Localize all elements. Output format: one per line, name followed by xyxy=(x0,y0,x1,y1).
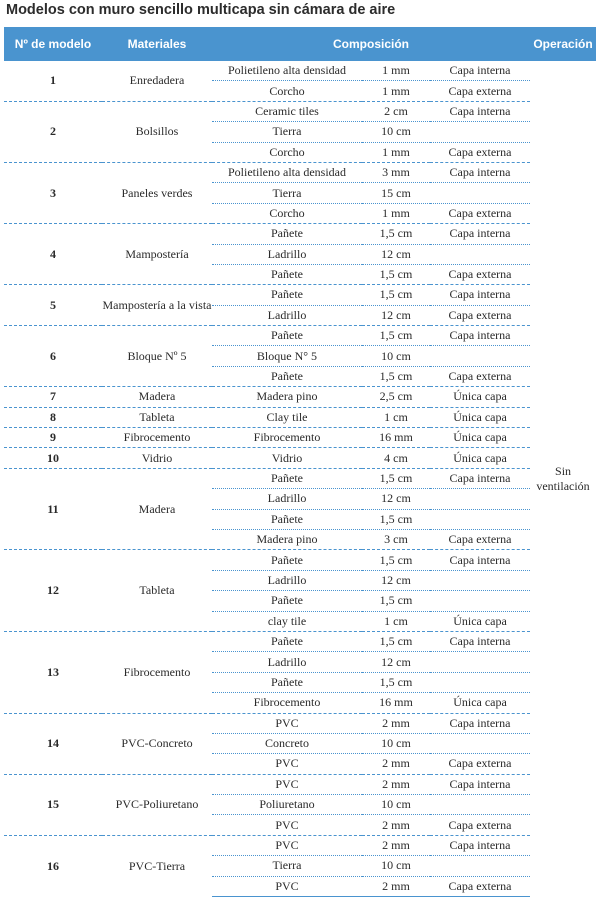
model-material: Madera xyxy=(102,387,212,407)
model-material: PVC-Concreto xyxy=(102,713,212,774)
layer-thickness: 16 mm xyxy=(362,428,430,448)
layer-material: Ladrillo xyxy=(212,305,362,325)
layer-thickness: 1,5 cm xyxy=(362,285,430,305)
table-row xyxy=(4,326,596,346)
layer-position xyxy=(430,183,530,203)
header-composition: Composición xyxy=(212,27,530,61)
layer-thickness: 1,5 cm xyxy=(362,468,430,488)
model-material: Enredadera xyxy=(102,61,212,102)
model-material: Bloque Nº 5 xyxy=(102,326,212,387)
layer-thickness: 2 mm xyxy=(362,754,430,774)
layer-position: Única capa xyxy=(430,387,530,407)
model-number: 4 xyxy=(4,224,102,285)
layer-material: Bloque N° 5 xyxy=(212,346,362,366)
layer-thickness: 2 mm xyxy=(362,876,430,896)
model-material: PVC-Poliuretano xyxy=(102,774,212,835)
model-number: 11 xyxy=(4,468,102,550)
layer-material: Clay tile xyxy=(212,407,362,427)
layer-thickness: 1 mm xyxy=(362,61,430,81)
layer-position: Única capa xyxy=(430,611,530,631)
layer-thickness: 1,5 cm xyxy=(362,550,430,570)
model-number: 1 xyxy=(4,61,102,102)
layer-thickness: 1,5 cm xyxy=(362,591,430,611)
layer-material: PVC xyxy=(212,754,362,774)
layer-material: Vidrio xyxy=(212,448,362,468)
layer-material: Pañete xyxy=(212,285,362,305)
layer-thickness: 12 cm xyxy=(362,489,430,509)
layer-position: Capa interna xyxy=(430,326,530,346)
model-material: Fibrocemento xyxy=(102,428,212,448)
layer-material: Poliuretano xyxy=(212,795,362,815)
model-material: Madera xyxy=(102,468,212,550)
model-material: Mampostería xyxy=(102,224,212,285)
layer-position: Capa externa xyxy=(430,366,530,386)
layer-position: Capa externa xyxy=(430,815,530,835)
layer-material: Tierra xyxy=(212,183,362,203)
layer-material: Corcho xyxy=(212,142,362,162)
layer-position: Única capa xyxy=(430,693,530,713)
model-number: 16 xyxy=(4,835,102,896)
layer-thickness: 2 mm xyxy=(362,774,430,794)
layer-position xyxy=(430,346,530,366)
table-row xyxy=(4,448,596,468)
layer-thickness: 4 cm xyxy=(362,448,430,468)
layer-position: Capa externa xyxy=(430,754,530,774)
layer-material: Pañete xyxy=(212,366,362,386)
layer-material: Fibrocemento xyxy=(212,428,362,448)
model-number: 13 xyxy=(4,631,102,713)
layer-position: Capa interna xyxy=(430,631,530,651)
layer-material: Concreto xyxy=(212,733,362,753)
layer-thickness: 10 cm xyxy=(362,346,430,366)
layer-material: PVC xyxy=(212,815,362,835)
layer-thickness: 2 mm xyxy=(362,815,430,835)
layer-thickness: 1,5 cm xyxy=(362,509,430,529)
layer-material: clay tile xyxy=(212,611,362,631)
table-row xyxy=(4,407,596,427)
model-number: 7 xyxy=(4,387,102,407)
layer-position xyxy=(430,856,530,876)
layer-thickness: 10 cm xyxy=(362,122,430,142)
layer-material: Ceramic tiles xyxy=(212,101,362,121)
layer-material: Tierra xyxy=(212,856,362,876)
layer-position: Capa interna xyxy=(430,550,530,570)
layer-position: Capa interna xyxy=(430,468,530,488)
layer-position xyxy=(430,795,530,815)
layer-position xyxy=(430,733,530,753)
layer-thickness: 1,5 cm xyxy=(362,326,430,346)
layer-position: Capa interna xyxy=(430,774,530,794)
layer-thickness: 1,5 cm xyxy=(362,631,430,651)
model-material: Tableta xyxy=(102,550,212,632)
table-header-row xyxy=(4,27,596,61)
layer-position: Capa interna xyxy=(430,61,530,81)
layer-material: PVC xyxy=(212,835,362,855)
model-number: 2 xyxy=(4,101,102,162)
layer-position: Capa interna xyxy=(430,835,530,855)
layer-thickness: 12 cm xyxy=(362,305,430,325)
layer-material: Ladrillo xyxy=(212,489,362,509)
layer-thickness: 10 cm xyxy=(362,733,430,753)
layer-position xyxy=(430,489,530,509)
layer-material: Pañete xyxy=(212,672,362,692)
layer-position xyxy=(430,672,530,692)
layer-position xyxy=(430,591,530,611)
layer-position: Capa externa xyxy=(430,203,530,223)
model-material: Vidrio xyxy=(102,448,212,468)
layer-material: PVC xyxy=(212,774,362,794)
layer-position: Capa interna xyxy=(430,713,530,733)
layer-thickness: 3 mm xyxy=(362,162,430,182)
layer-thickness: 16 mm xyxy=(362,693,430,713)
layer-material: Madera pino xyxy=(212,387,362,407)
layer-position: Capa interna xyxy=(430,285,530,305)
table-row xyxy=(4,285,596,305)
layer-thickness: 1 cm xyxy=(362,407,430,427)
layer-thickness: 2 cm xyxy=(362,101,430,121)
model-number: 14 xyxy=(4,713,102,774)
layer-material: Pañete xyxy=(212,326,362,346)
layer-thickness: 1 mm xyxy=(362,81,430,101)
table-row xyxy=(4,428,596,448)
layer-thickness: 12 cm xyxy=(362,652,430,672)
table-row xyxy=(4,550,596,570)
model-number: 5 xyxy=(4,285,102,326)
layer-material: Pañete xyxy=(212,591,362,611)
layer-material: Pañete xyxy=(212,224,362,244)
layer-thickness: 1 mm xyxy=(362,203,430,223)
model-material: PVC-Tierra xyxy=(102,835,212,896)
layer-thickness: 1,5 cm xyxy=(362,672,430,692)
table-row xyxy=(4,774,596,794)
layer-material: Ladrillo xyxy=(212,652,362,672)
layer-thickness: 12 cm xyxy=(362,570,430,590)
layer-material: Pañete xyxy=(212,264,362,284)
layer-position: Capa externa xyxy=(430,529,530,549)
table-row xyxy=(4,162,596,182)
model-number: 12 xyxy=(4,550,102,632)
layer-thickness: 10 cm xyxy=(362,795,430,815)
model-number: 6 xyxy=(4,326,102,387)
layer-material: PVC xyxy=(212,876,362,896)
layer-position: Capa externa xyxy=(430,876,530,896)
layer-material: PVC xyxy=(212,713,362,733)
model-material: Bolsillos xyxy=(102,101,212,162)
table-row xyxy=(4,835,596,855)
table-row xyxy=(4,468,596,488)
layer-position: Capa externa xyxy=(430,264,530,284)
model-material: Fibrocemento xyxy=(102,631,212,713)
layer-position xyxy=(430,509,530,529)
layer-position xyxy=(430,122,530,142)
table-row xyxy=(4,101,596,121)
layer-material: Pañete xyxy=(212,550,362,570)
model-material: Mampostería a la vista xyxy=(102,285,212,326)
table-row xyxy=(4,631,596,651)
table-row xyxy=(4,387,596,407)
layer-position: Capa externa xyxy=(430,305,530,325)
layer-material: Ladrillo xyxy=(212,244,362,264)
table-body xyxy=(4,61,596,897)
layer-material: Corcho xyxy=(212,203,362,223)
model-number: 3 xyxy=(4,162,102,223)
layer-thickness: 1,5 cm xyxy=(362,264,430,284)
header-operation: Operación xyxy=(530,27,596,61)
layer-material: Polietileno alta densidad xyxy=(212,61,362,81)
layer-position: Única capa xyxy=(430,428,530,448)
layer-material: Tierra xyxy=(212,122,362,142)
table-row xyxy=(4,713,596,733)
model-number: 9 xyxy=(4,428,102,448)
layer-material: Madera pino xyxy=(212,529,362,549)
layer-thickness: 1,5 cm xyxy=(362,366,430,386)
layer-material: Fibrocemento xyxy=(212,693,362,713)
layer-position: Capa externa xyxy=(430,142,530,162)
model-number: 15 xyxy=(4,774,102,835)
model-material: Tableta xyxy=(102,407,212,427)
layer-thickness: 1 mm xyxy=(362,142,430,162)
header-materials: Materiales xyxy=(102,27,212,61)
layer-thickness: 1,5 cm xyxy=(362,224,430,244)
layer-thickness: 15 cm xyxy=(362,183,430,203)
layer-thickness: 2 mm xyxy=(362,835,430,855)
layer-thickness: 2 mm xyxy=(362,713,430,733)
header-model-number: Nº de modelo xyxy=(4,27,102,61)
layer-material: Pañete xyxy=(212,631,362,651)
layer-position xyxy=(430,652,530,672)
layer-thickness: 1 cm xyxy=(362,611,430,631)
table-row xyxy=(4,224,596,244)
table-row xyxy=(4,61,596,81)
layer-position xyxy=(430,244,530,264)
layer-thickness: 12 cm xyxy=(362,244,430,264)
layer-material: Corcho xyxy=(212,81,362,101)
layer-material: Ladrillo xyxy=(212,570,362,590)
layer-position: Capa interna xyxy=(430,162,530,182)
layer-material: Pañete xyxy=(212,468,362,488)
page-title: Modelos con muro sencillo multicapa sin cámara de aire xyxy=(6,2,396,18)
layer-material: Polietileno alta densidad xyxy=(212,162,362,182)
layer-position: Capa interna xyxy=(430,101,530,121)
layer-position: Única capa xyxy=(430,448,530,468)
layer-material: Pañete xyxy=(212,509,362,529)
layer-position: Capa externa xyxy=(430,81,530,101)
operation-value: Sin ventilación xyxy=(536,463,590,493)
models-table xyxy=(4,27,596,897)
layer-position: Capa interna xyxy=(430,224,530,244)
model-material: Paneles verdes xyxy=(102,162,212,223)
layer-position xyxy=(430,570,530,590)
layer-thickness: 2,5 cm xyxy=(362,387,430,407)
model-number: 10 xyxy=(4,448,102,468)
layer-thickness: 10 cm xyxy=(362,856,430,876)
layer-thickness: 3 cm xyxy=(362,529,430,549)
model-number: 8 xyxy=(4,407,102,427)
layer-position: Única capa xyxy=(430,407,530,427)
